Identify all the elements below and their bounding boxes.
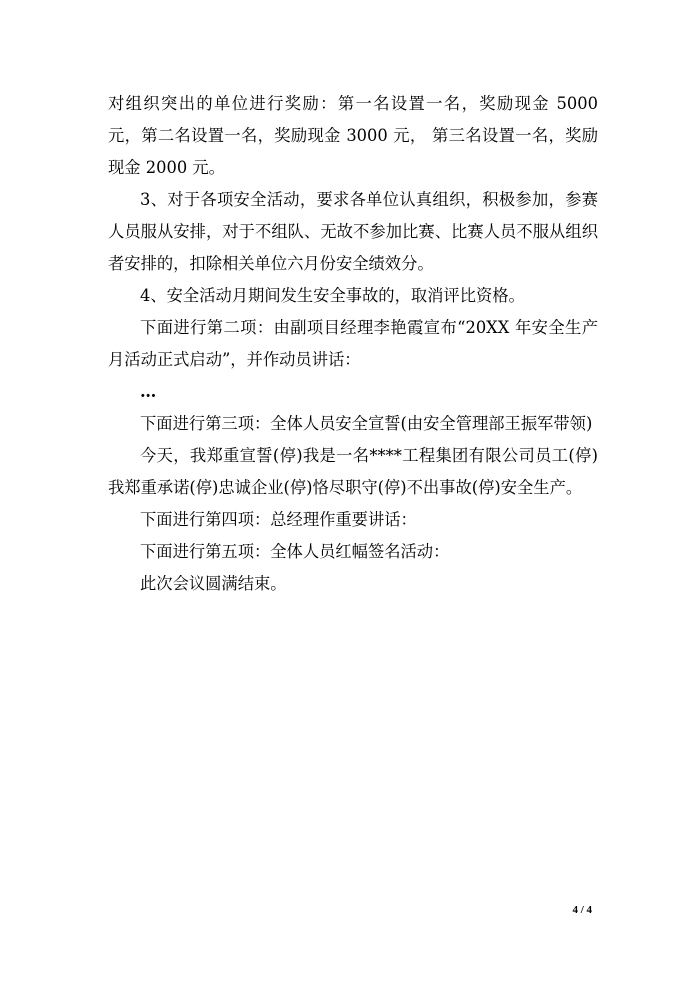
page-number: 4 / 4 — [572, 904, 592, 916]
paragraph-closing: 此次会议圆满结束。 — [140, 574, 287, 593]
paragraph-third-item: 下面进行第三项：全体人员安全宣誓(由安全管理部王振军带领) — [140, 414, 593, 433]
paragraph-fourth-item: 下面进行第四项：总经理作重要讲话： — [140, 510, 417, 529]
paragraph-item-3: 3、对于各项安全活动，要求各单位认真组织，积极参加，参赛人员服从安排，对于不组队、无故不参加比赛、比赛人员不服从组织者安排的，扣除相关单位六月份安全绩效分。 — [108, 190, 598, 273]
paragraph-oath: 今天，我郑重宣誓(停)我是一名****工程集团有限公司员工(停)我郑重承诺(停)忠诚企业(停)恪尽职守(停)不出事故(停)安全生产。 — [108, 446, 598, 497]
paragraph-item-4: 4、安全活动月期间发生安全事故的，取消评比资格。 — [140, 286, 525, 305]
paragraph-second-item: 下面进行第二项：由副项目经理李艳霞宣布“20XX 年安全生产月活动正式启动”，并作动员讲话： — [108, 318, 598, 369]
paragraph-award: 对组织突出的单位进行奖励：第一名设置一名，奖励现金 5000 元，第二名设置一名，奖励现金 3000 元， 第三名设置一名，奖励现金 2000 元。 — [108, 94, 598, 177]
paragraph-fifth-item: 下面进行第五项：全体人员红幅签名活动： — [140, 542, 450, 561]
paragraph-ellipsis: … — [140, 382, 158, 401]
document-body — [108, 88, 598, 600]
